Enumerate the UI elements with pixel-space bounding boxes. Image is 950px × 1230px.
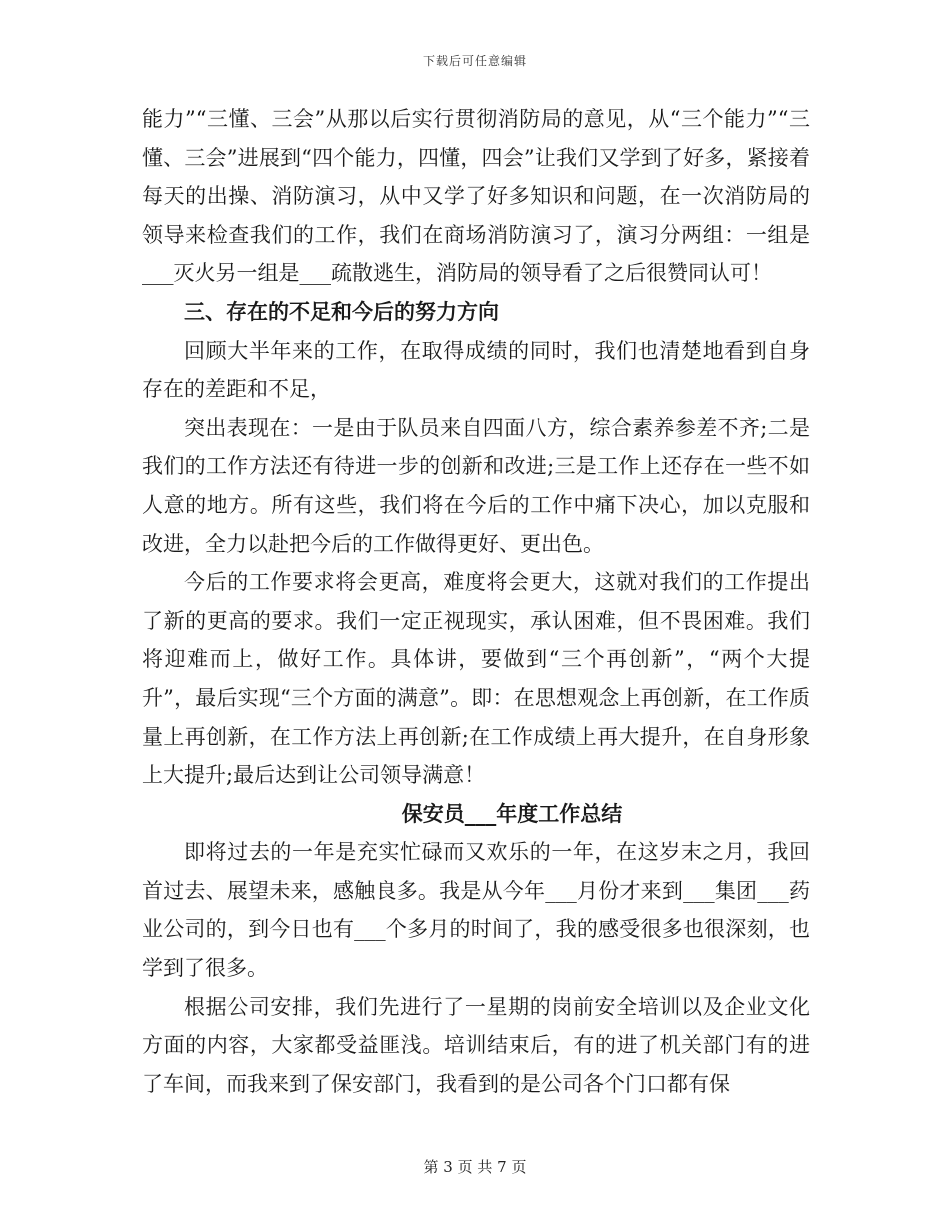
paragraph-future-requirements: 今后的工作要求将会更高，难度将会更大，这就对我们的工作提出了新的更高的要求。我们一定正视现实，承认困难，但不畏困难。我们将迎难而上，做好工作。具体讲，要做到“三个再创新”，“两个大提升”，最后实现“三个方面的满意”。即：在思想观念上再创新，在工作质量上再创新，在工作方法上再创新;在工作成绩上再大提升，在自身形象上大提升;最后达到让公司领导满意！ bbox=[142, 570, 810, 788]
page-header: 下载后可任意编辑 bbox=[422, 54, 527, 68]
paragraph-fire-training: 能力”“三懂、三会”从那以后实行贯彻消防局的意见，从“三个能力”“三懂、三会”进展到“四个能力，四懂，四会”让我们又学到了好多，紧接着每天的出操、消防演习，从中又学了好多知识和问题，在一次消防局的领导来检查我们的工作，我们在商场消防演习了，演习分两组：一组是___灭火另一组是___疏散逃生，消防局的领导看了之后很赞同认可！ bbox=[142, 107, 810, 286]
document-body bbox=[142, 100, 810, 1103]
section-heading-shortcomings: 三、存在的不足和今后的努力方向 bbox=[184, 298, 499, 324]
page-number: 第 3 页 共 7 页 bbox=[423, 1158, 527, 1176]
paragraph-training: 根据公司安排，我们先进行了一星期的岗前安全培训以及企业文化方面的内容，大家都受益匪浅。培训结束后，有的进了机关部门有的进了车间，而我来到了保安部门，我看到的是公司各个门口都有保 bbox=[142, 994, 810, 1096]
document-title: 保安员___年度工作总结 bbox=[401, 800, 623, 826]
paragraph-year-intro: 即将过去的一年是充实忙碌而又欢乐的一年，在这岁末之月，我回首过去、展望未来，感触良多。我是从今年___月份才来到___集团___药业公司的，到今日也有___个多月的时间了，我的感受很多也很深刻，也学到了很多。 bbox=[142, 840, 810, 981]
paragraph-review: 回顾大半年来的工作，在取得成绩的同时，我们也清楚地看到自身存在的差距和不足， bbox=[142, 338, 810, 402]
paragraph-problems: 突出表现在：一是由于队员来自四面八方，综合素养参差不齐;二是我们的工作方法还有待进一步的创新和改进;三是工作上还存在一些不如人意的地方。所有这些，我们将在今后的工作中痛下决心，加以克服和改进，全力以赴把今后的工作做得更好、更出色。 bbox=[142, 415, 810, 556]
